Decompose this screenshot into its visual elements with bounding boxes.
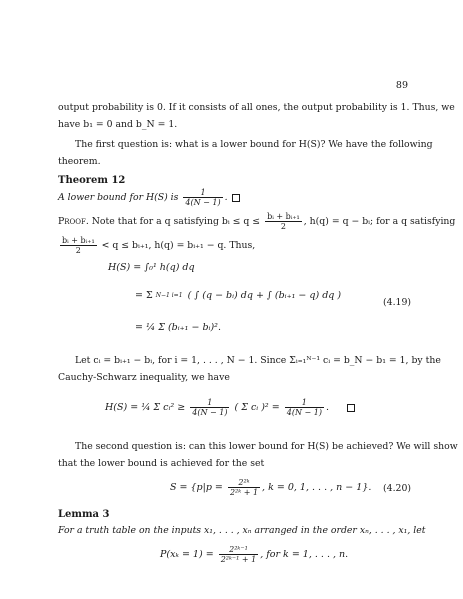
proof-frac1-num: bᵢ + bᵢ₊₁ [267, 212, 300, 221]
para4-line2: that the lower bound is achieved for the set [58, 458, 265, 469]
proof-line1 [58, 212, 455, 231]
proof-frac2-den: 2 [75, 246, 81, 255]
eq419-lim-bot: i=1 [171, 292, 183, 299]
proof-frac2 [60, 236, 97, 255]
eq419-row2-a: = Σ [135, 290, 153, 301]
theorem-frac-num: 1 [183, 188, 222, 198]
eq419-number: (4.19) [383, 297, 411, 308]
lemma-heading: Lemma 3 [58, 509, 110, 520]
eq419-row3: = ¼ Σ (bᵢ₊₁ − bᵢ)². [135, 322, 221, 333]
eq420-rhs: , k = 0, 1, . . . , n − 1}. [262, 482, 372, 493]
theorem-frac-den: 4(N − 1) [185, 198, 221, 207]
theorem-heading: Theorem 12 [58, 175, 126, 186]
cauchy-frac1 [190, 398, 229, 417]
theorem-text: A lower bound for H(S) is [58, 192, 179, 203]
eq419-lim-top: N−1 [155, 292, 170, 299]
cauchy-frac2 [285, 398, 324, 417]
eq420-lhs: S = {p|p = [170, 482, 223, 493]
proof-text1: Note that for a q satisfying bᵢ ≤ q ≤ [91, 216, 261, 227]
proof-label: Proof. [58, 216, 89, 227]
eq-lemma-frac-den: 2²ᵏ⁻¹ + 1 [220, 555, 257, 564]
para3-line1: Let cᵢ = bᵢ₊₁ − bᵢ, for i = 1, . . . , N − 1. Since Σᵢ₌₁ᴺ⁻¹ cᵢ = b_N − b₁ = 1, by the [75, 355, 441, 366]
cauchy-frac1-den: 4(N − 1) [192, 408, 228, 417]
cauchy-end: . [325, 402, 329, 413]
eq419-row2-b: ( ∫ (q − bᵢ) dq + ∫ (bᵢ₊₁ − q) dq ) [187, 290, 342, 301]
eq-lemma-lhs: P(xₖ = 1) = [160, 549, 214, 560]
cauchy-frac2-num: 1 [285, 398, 324, 408]
theorem-end: . [224, 192, 228, 203]
proof-line2 [58, 236, 255, 255]
eq420 [170, 478, 371, 497]
eq419-row1: H(S) = ∫₀¹ h(q) dq [108, 262, 195, 273]
eq419-limits [156, 292, 183, 299]
cauchy-frac2-den: 4(N − 1) [286, 408, 322, 417]
eq-lemma-frac-num: 2²ᵏ⁻¹ [219, 545, 259, 555]
para1-line1: output probability is 0. If it consists of all ones, the output probability is 1. Thus, we [58, 102, 455, 113]
eq420-frac-num: 2²ᵏ [228, 478, 260, 488]
cauchy-mid: ( Σ cᵢ )² = [234, 402, 280, 413]
para3-line2: Cauchy-Schwarz inequality, we have [58, 372, 230, 383]
para1-line2: have b₁ = 0 and b_N = 1. [58, 119, 178, 130]
proof-frac1-den: 2 [280, 222, 286, 231]
eq420-number: (4.20) [383, 483, 411, 494]
eq-lemma-rhs: , for k = 1, . . . , n. [260, 549, 349, 560]
proof-frac1 [265, 212, 302, 231]
cauchy-equation [105, 398, 355, 417]
para2-line1: The first question is: what is a lower bound for H(S)? We have the following [75, 139, 433, 150]
eq419-row2 [135, 290, 341, 301]
proof-frac2-num: bᵢ + bᵢ₊₁ [62, 236, 95, 245]
theorem-statement [58, 188, 240, 207]
qed-box [232, 194, 240, 202]
theorem-fraction [183, 188, 222, 207]
para2-line2: theorem. [58, 156, 101, 167]
proof-text1-end: , h(q) = q − bᵢ; for a q satisfying [303, 216, 456, 227]
eq-lemma-frac [219, 545, 259, 564]
cauchy-lhs: H(S) = ¼ Σ cᵢ² ≥ [105, 402, 186, 413]
cauchy-frac1-num: 1 [190, 398, 229, 408]
eq420-frac [228, 478, 260, 497]
qed-box-2 [347, 404, 355, 412]
eq420-frac-den: 2²ᵏ + 1 [229, 488, 259, 497]
lemma-statement: For a truth table on the inputs x₁, . . . , xₙ arranged in the order xₙ, . . . , x₁, let [58, 525, 426, 536]
eq-lemma [160, 545, 348, 564]
page-number: 89 [395, 80, 408, 91]
proof-text2: < q ≤ bᵢ₊₁, h(q) = bᵢ₊₁ − q. Thus, [101, 240, 256, 251]
para4-line1: The second question is: can this lower bound for H(S) be achieved? We will show [75, 441, 458, 452]
